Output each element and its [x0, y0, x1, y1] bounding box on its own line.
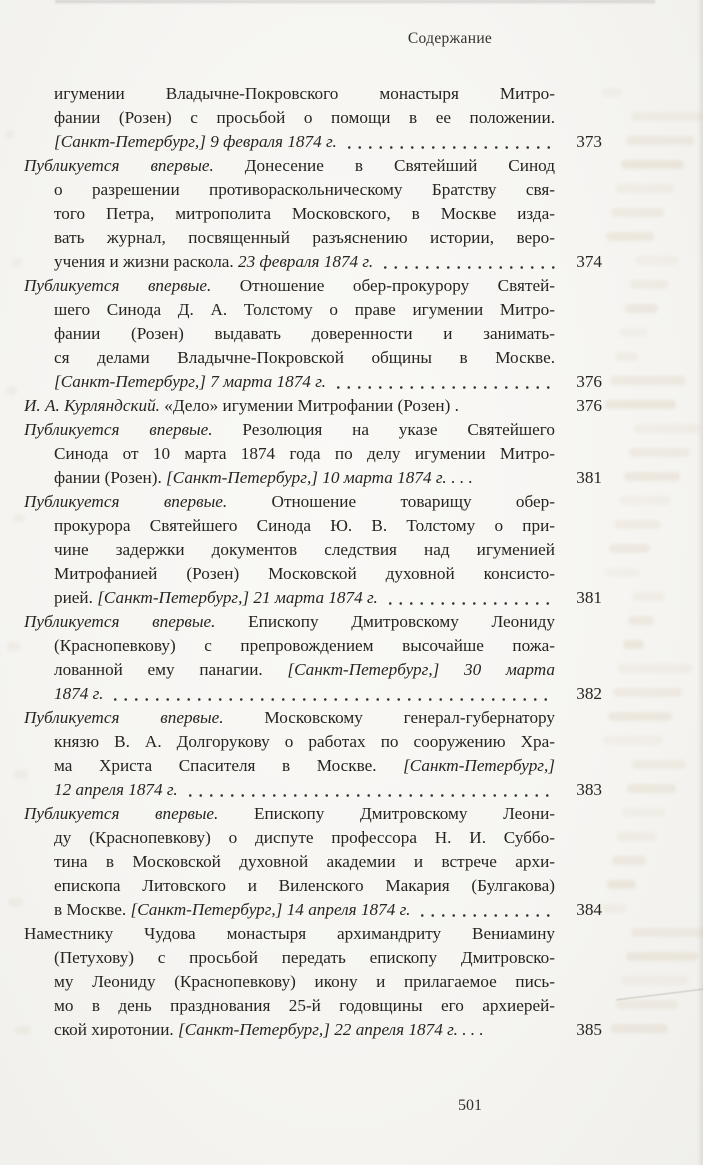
- toc-line: [24, 730, 602, 754]
- scan-edge-artifact: [55, 0, 655, 3]
- toc-line: [24, 850, 602, 874]
- toc-line-text: Синода от 10 марта 1874 года по делу игумении Митро-: [54, 444, 555, 463]
- toc-line-text: Публикуется впервые. Епископу Дмитровскому Леониду: [24, 612, 555, 631]
- toc-line-text: Публикуется впервые. Отношение товарищу обер-: [24, 492, 555, 511]
- toc-line-text: мо в день празднования 25-й годовщины его архиерей-: [54, 996, 555, 1015]
- toc-line: [24, 610, 602, 634]
- toc-page-number: 373: [576, 132, 602, 151]
- toc-line: [24, 418, 602, 442]
- ghost-stripe: [605, 400, 676, 409]
- ghost-stripe: [608, 712, 672, 721]
- toc-line-text: лованной ему панагии. [Санкт-Петербург,] 30 марта: [54, 660, 555, 679]
- toc-page-number: [555, 874, 602, 898]
- toc-line: [24, 106, 602, 130]
- toc-line: [24, 898, 602, 922]
- toc-line-text: фании (Розен) выдавать доверенности и занимать-: [54, 324, 555, 343]
- toc-page-number: [555, 922, 602, 946]
- ghost-stripe: [613, 688, 682, 697]
- toc-page-number: [555, 946, 602, 970]
- toc-page-number: [555, 298, 602, 322]
- ghost-stripe: [610, 376, 686, 385]
- toc-line-text: в Москве. [Санкт-Петербург,] 14 апреля 1874 г.: [24, 898, 555, 922]
- toc-line-text: того Петра, митрополита Московского, в Москве изда-: [54, 204, 555, 223]
- toc-line: [24, 370, 602, 394]
- toc-line: [24, 82, 602, 106]
- toc-page-number: [555, 418, 602, 442]
- ghost-stripe: [623, 640, 644, 649]
- dot-leader: [382, 586, 555, 610]
- ghost-stripe: [616, 1000, 678, 1009]
- toc-line: [24, 994, 602, 1018]
- toc-line: [24, 802, 602, 826]
- toc-page-number: [555, 178, 602, 202]
- ghost-stripe: [12, 258, 22, 267]
- dot-leader: [107, 682, 555, 706]
- toc-line: [24, 178, 602, 202]
- ghost-stripe: [635, 256, 678, 265]
- ghost-stripe: [620, 328, 648, 337]
- toc-page-number: [555, 994, 602, 1018]
- toc-line-text: Митрофанией (Розен) Московской духовной консисто-: [54, 564, 555, 583]
- ghost-stripe: [618, 664, 692, 673]
- toc-page-number: [555, 802, 602, 826]
- toc-line-text: шего Синода Д. А. Толстому о праве игумении Митро-: [54, 300, 555, 319]
- ghost-stripe: [629, 448, 690, 457]
- ghost-stripe: [621, 976, 688, 985]
- toc-page-number: [555, 610, 602, 634]
- ghost-stripe: [624, 472, 680, 481]
- toc-line-text: учения и жизни раскола. 23 февраля 1874 г.: [24, 250, 555, 274]
- toc-page-number: [555, 730, 602, 754]
- toc-page-number: [555, 154, 602, 178]
- toc-line-text: рией. [Санкт-Петербург,] 21 марта 1874 г.: [24, 586, 555, 610]
- toc-line-text: вать журнал, посвященный разъяснению истории, веро-: [54, 228, 555, 247]
- ghost-stripe: [607, 880, 636, 889]
- ghost-stripe: [606, 232, 654, 241]
- toc-page-number: 381: [576, 468, 602, 487]
- toc-line: [24, 634, 602, 658]
- toc-page-number: [555, 226, 602, 250]
- toc-line: [24, 490, 602, 514]
- toc-line: [24, 922, 602, 946]
- toc-page-number: 376: [576, 372, 602, 391]
- toc-page-number: [555, 514, 602, 538]
- ghost-stripe: [7, 642, 20, 651]
- toc-page-number: [555, 202, 602, 226]
- toc-page-number: [555, 562, 602, 586]
- toc-page-number: [555, 106, 602, 130]
- toc-line-text: прокурора Святейшего Синода Ю. В. Толстому о при-: [54, 516, 555, 535]
- toc-line: [24, 682, 602, 706]
- ghost-stripe: [611, 208, 664, 217]
- toc-line-text: Наместнику Чудова монастыря архимандриту Вениамину: [24, 924, 555, 943]
- toc-line-text: Публикуется впервые. Отношение обер-прокурору Святей-: [24, 276, 556, 295]
- ghost-stripe: [632, 760, 686, 769]
- toc-page-number: [555, 970, 602, 994]
- toc-page-number: [555, 346, 602, 370]
- ghost-stripe: [14, 770, 28, 779]
- ghost-stripe: [5, 130, 14, 139]
- toc-line: [24, 226, 602, 250]
- toc-line-text: му Леониду (Краснопевкову) икону и прилагаемое пись-: [54, 972, 555, 991]
- toc-line-text: князю В. А. Долгорукову о работах по сооружению Хра-: [54, 732, 555, 751]
- toc-line: [24, 442, 602, 466]
- ghost-stripe: [614, 520, 660, 529]
- toc-lines: [24, 82, 602, 1042]
- toc-line: [24, 346, 602, 370]
- ghost-stripe: [631, 112, 703, 121]
- toc-page-number: [555, 634, 602, 658]
- page-header: Содержание: [407, 30, 493, 47]
- ghost-stripe: [602, 904, 626, 913]
- ghost-stripe: [615, 352, 638, 361]
- toc-line: [24, 586, 602, 610]
- toc-line-text: 1874 г.: [24, 682, 555, 706]
- toc-line-text: Публикуется впервые. Московскому генерал-губернатору: [24, 708, 555, 727]
- toc-line-text: игумении Владычне-Покровского монастыря Митро-: [54, 84, 555, 103]
- ghost-stripe: [603, 736, 662, 745]
- toc-line-text: ской хиротонии. [Санкт-Петербург,] 22 апреля 1874 г. . . .: [24, 1018, 555, 1042]
- toc-line-text: чине задержки документов следствия над игуменией: [54, 540, 555, 559]
- toc-page-number: 374: [576, 252, 602, 271]
- toc-line-text: (Петухову) с просьбой передать епископу Дмитровско-: [54, 948, 555, 967]
- toc-page-number: [555, 706, 602, 730]
- toc-page-number: 383: [576, 780, 602, 799]
- toc-line: [24, 1018, 602, 1042]
- toc-page-number: [555, 826, 602, 850]
- toc-line: [24, 658, 602, 682]
- toc-line: [24, 394, 602, 418]
- ghost-stripe: [15, 1026, 31, 1035]
- ghost-stripe: [619, 496, 670, 505]
- toc-line: [24, 202, 602, 226]
- toc-line: [24, 778, 602, 802]
- toc-line-text: епископа Литовского и Виленского Макария (Булгакова): [54, 876, 555, 895]
- toc-line-text: ся делами Владычне-Покровской общины в Москве.: [54, 348, 555, 367]
- dot-leader: [476, 466, 555, 490]
- toc-line: [24, 754, 602, 778]
- toc-line: [24, 562, 602, 586]
- ghost-stripe: [8, 898, 23, 907]
- toc-page-number: 384: [576, 900, 602, 919]
- toc-page-number: 376: [576, 396, 602, 415]
- toc-page-number: [555, 658, 602, 682]
- toc-line-text: ду (Краснопевкову) о диспуте профессора Н. И. Суббо-: [54, 828, 555, 847]
- dot-leader: [463, 394, 555, 418]
- toc-line: [24, 130, 602, 154]
- ghost-stripe: [622, 808, 666, 817]
- toc-page-number: [555, 850, 602, 874]
- ghost-stripe: [625, 304, 658, 313]
- toc-line: [24, 250, 602, 274]
- toc-page-number: [555, 754, 602, 778]
- toc-line-text: (Краснопевкову) с препровождением высочайше пожа-: [54, 636, 555, 655]
- toc-page-number: [555, 490, 602, 514]
- ghost-stripe: [611, 1024, 668, 1033]
- ghost-stripe: [627, 784, 676, 793]
- toc-line: [24, 826, 602, 850]
- toc-line: [24, 154, 602, 178]
- dot-leader: [182, 778, 555, 802]
- toc-line: [24, 274, 602, 298]
- toc-line-text: [Санкт-Петербург,] 7 марта 1874 г.: [24, 370, 555, 394]
- ghost-stripe: [633, 592, 664, 601]
- toc-line-text: 12 апреля 1874 г.: [24, 778, 555, 802]
- ghost-stripe: [626, 136, 694, 145]
- toc-line: [24, 874, 602, 898]
- dot-leader: [330, 370, 555, 394]
- ghost-stripe: [604, 568, 640, 577]
- toc-line: [24, 466, 602, 490]
- ghost-stripe: [621, 160, 684, 169]
- toc-line-text: И. А. Курляндский. «Дело» игумении Митрофании (Розен) .: [24, 394, 555, 418]
- toc-line: [24, 538, 602, 562]
- toc-page-number: 381: [576, 588, 602, 607]
- ghost-stripe: [616, 184, 674, 193]
- dot-leader: [341, 130, 555, 154]
- toc-line-text: [Санкт-Петербург,] 9 февраля 1874 г.: [24, 130, 555, 154]
- toc-line: [24, 514, 602, 538]
- toc-line: [24, 946, 602, 970]
- toc-page-number: [555, 274, 602, 298]
- toc-line: [24, 706, 602, 730]
- toc-line-text: ма Христа Спасителя в Москве. [Санкт-Петербург,]: [54, 756, 555, 775]
- dot-leader: [488, 1018, 555, 1042]
- ghost-stripe: [13, 514, 25, 523]
- ghost-stripe: [634, 424, 700, 433]
- toc-line-text: фании (Розен) с просьбой о помощи в ее положении.: [54, 108, 555, 127]
- ghost-stripe: [612, 856, 646, 865]
- toc-page-number: [555, 442, 602, 466]
- toc-line-text: Публикуется впервые. Епископу Дмитровскому Леони-: [24, 804, 555, 823]
- toc-line: [24, 298, 602, 322]
- ghost-stripe: [609, 544, 650, 553]
- toc-line: [24, 322, 602, 346]
- toc-page-number: 382: [576, 684, 602, 703]
- dot-leader: [377, 250, 555, 274]
- toc-line-text: фании (Розен). [Санкт-Петербург,] 10 марта 1874 г. . . .: [24, 466, 555, 490]
- toc-page-number: [555, 82, 602, 106]
- dot-leader: [414, 898, 555, 922]
- toc-line-text: о разрешении противораскольническому Братству свя-: [54, 180, 555, 199]
- ghost-stripe: [617, 832, 656, 841]
- toc-page-number: [555, 538, 602, 562]
- toc-line-text: Публикуется впервые. Резолюция на указе Святейшего: [24, 420, 555, 439]
- ghost-stripe: [631, 928, 703, 937]
- ghost-stripe: [6, 386, 17, 395]
- toc-line-text: Публикуется впервые. Донесение в Святейший Синод: [24, 156, 555, 175]
- toc-line: [24, 970, 602, 994]
- ghost-stripe: [630, 280, 668, 289]
- ghost-stripe: [602, 88, 622, 97]
- ghost-stripe: [628, 616, 654, 625]
- toc-page-number: 385: [576, 1020, 602, 1039]
- toc-page-number: [555, 322, 602, 346]
- page-number-footer: 501: [458, 1097, 482, 1114]
- toc-line-text: тина в Московской духовной академии и встрече архи-: [54, 852, 555, 871]
- ghost-stripe: [626, 952, 698, 961]
